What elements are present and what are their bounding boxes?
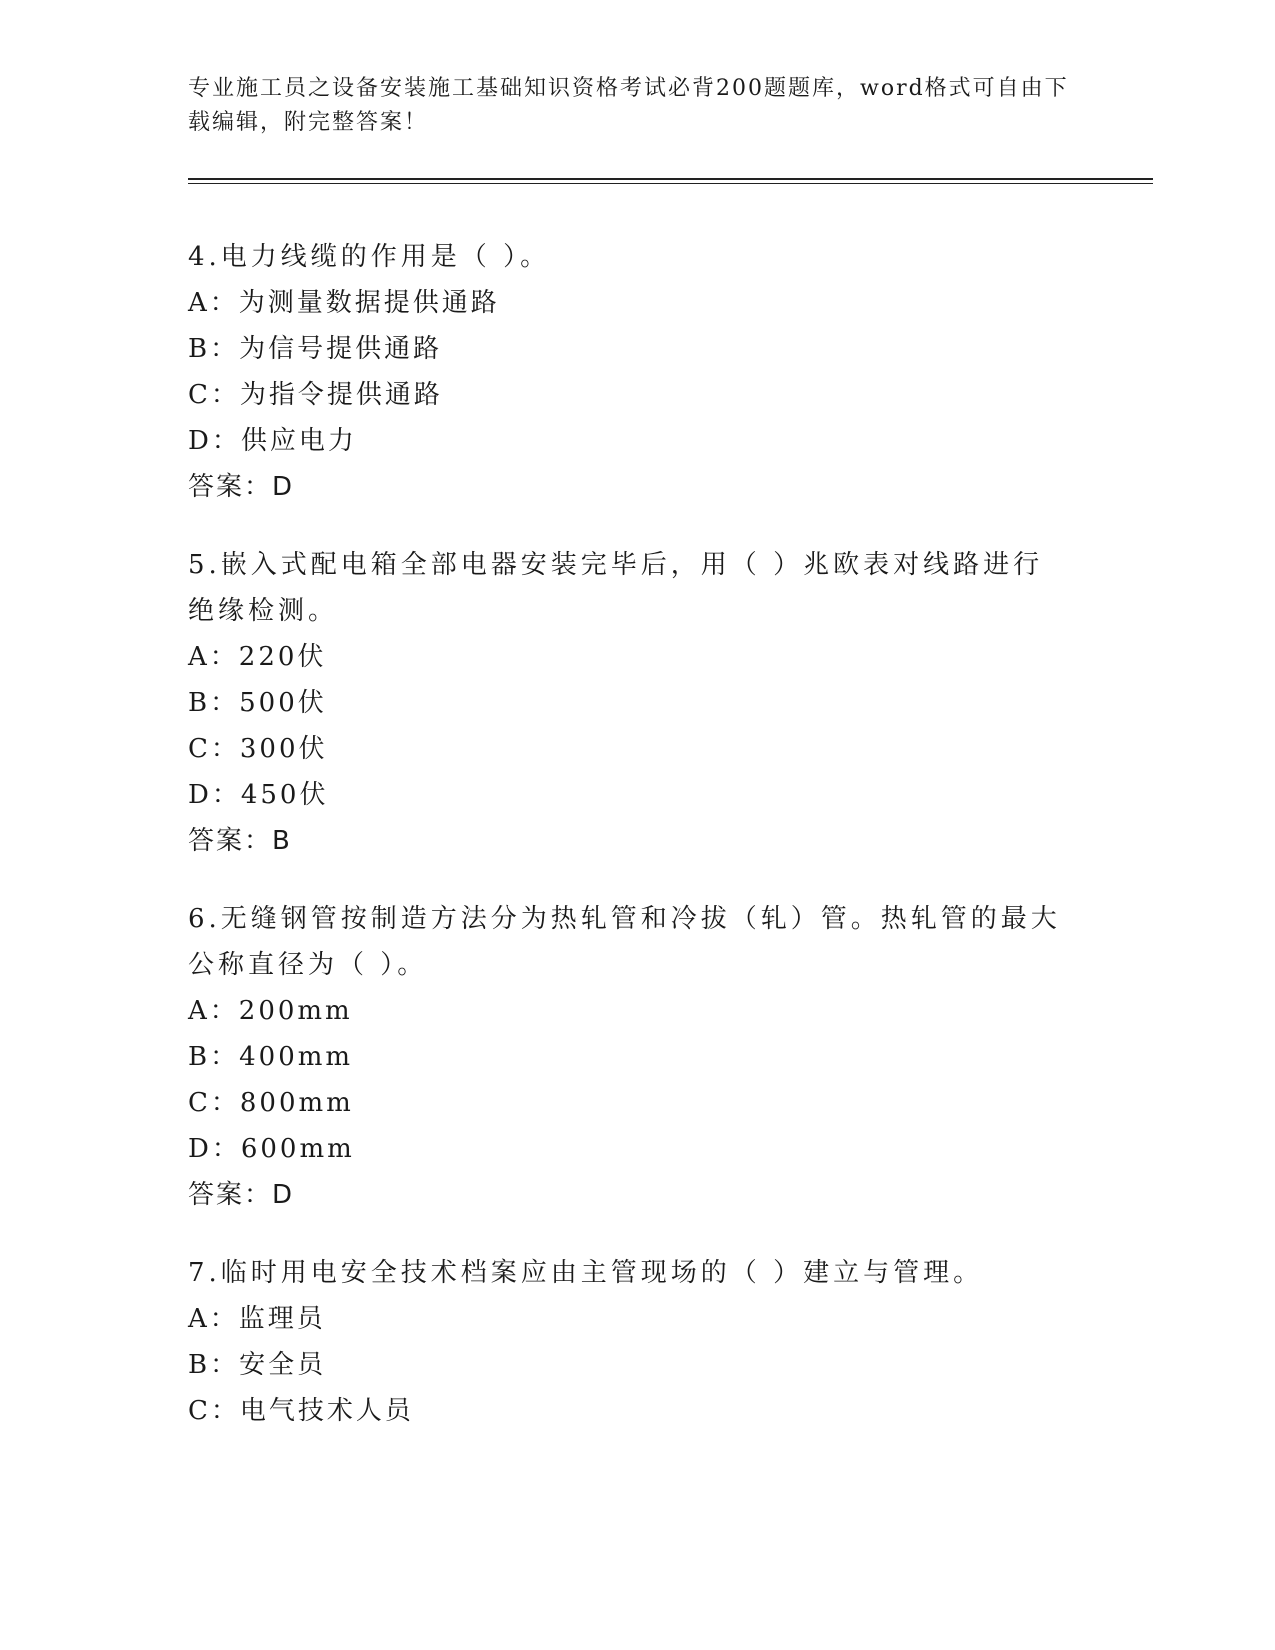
option-b: B：为信号提供通路 <box>188 334 443 364</box>
answer: 答案：D <box>188 472 295 502</box>
question-text: 6.无缝钢管按制造方法分为热轧管和冷拔（轧）管。热轧管的最大公称直径为（ ）。 <box>188 904 1061 980</box>
answer: 答案：B <box>188 826 292 856</box>
question-6 <box>188 896 1158 1218</box>
question-text: 4.电力线缆的作用是（ ）。 <box>188 242 551 272</box>
option-c: C：为指令提供通路 <box>188 380 443 410</box>
question-7 <box>188 1250 1158 1434</box>
option-b: B：400mm <box>188 1042 354 1072</box>
option-b: B：安全员 <box>188 1350 327 1380</box>
option-d: D：450伏 <box>188 780 329 810</box>
header-divider <box>188 178 1153 184</box>
option-c: C：300伏 <box>188 734 328 764</box>
document-header: 专业施工员之设备安装施工基础知识资格考试必背200题题库，word格式可自由下载编辑，附完整答案！ <box>188 76 1069 135</box>
option-c: C：电气技术人员 <box>188 1396 414 1426</box>
question-4 <box>188 234 1158 510</box>
document-page <box>188 72 1158 1466</box>
option-a: A：为测量数据提供通路 <box>188 288 500 318</box>
question-text: 5.嵌入式配电箱全部电器安装完毕后，用（ ）兆欧表对线路进行绝缘检测。 <box>188 550 1044 626</box>
option-d: D：600mm <box>188 1134 355 1164</box>
question-5 <box>188 542 1158 864</box>
option-c: C：800mm <box>188 1088 354 1118</box>
question-list <box>188 234 1158 1434</box>
option-d: D：供应电力 <box>188 426 357 456</box>
option-a: A：监理员 <box>188 1304 326 1334</box>
option-a: A：220伏 <box>188 642 327 672</box>
question-text: 7.临时用电安全技术档案应由主管现场的（ ）建立与管理。 <box>188 1258 984 1288</box>
option-a: A：200mm <box>188 996 353 1026</box>
answer: 答案：D <box>188 1180 295 1210</box>
option-b: B：500伏 <box>188 688 327 718</box>
